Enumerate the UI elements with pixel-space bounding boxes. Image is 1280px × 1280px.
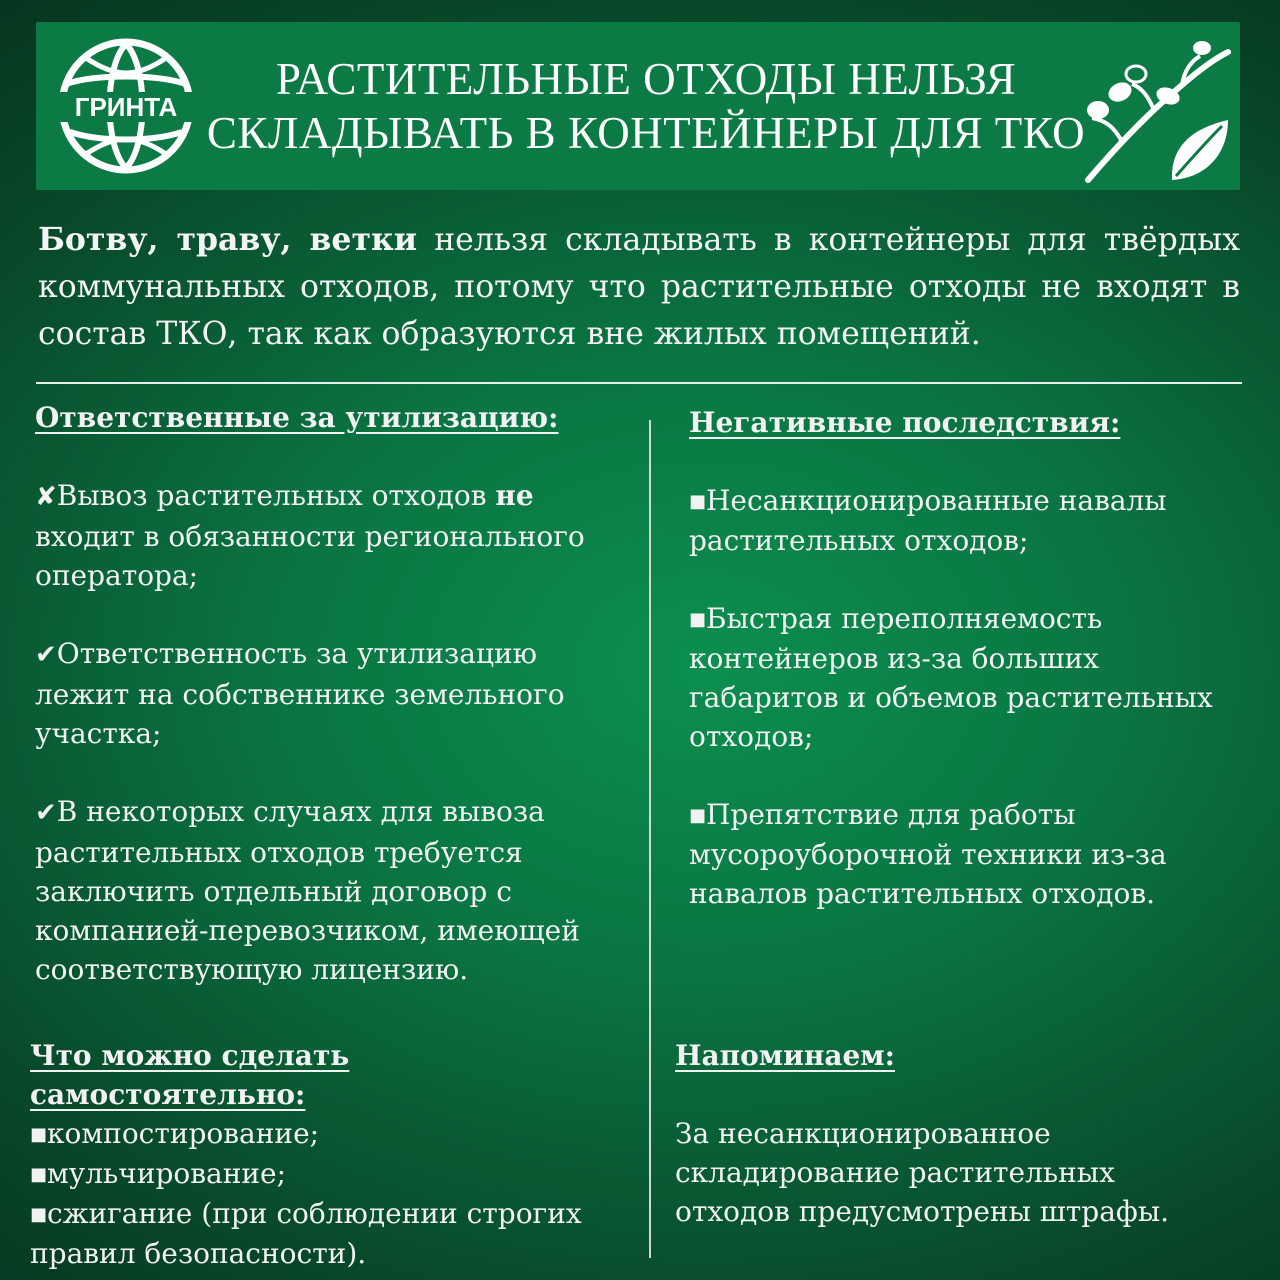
reminder-text: За несанкционированное складирование растительных отходов предусмотрены штрафы. [675,1117,1170,1228]
bullet-square-icon: ■ [689,805,707,826]
list-item: ■Препятствие для работы мусороуборочной техники из-за навалов растительных отходов. [689,798,1167,910]
leaf-branch-icon [1082,30,1232,190]
bullet-square-icon: ■ [30,1164,48,1185]
responsible-heading: Ответственные за утилизацию: [35,401,559,434]
bullet-square-icon: ■ [689,609,707,630]
list-item: ■сжигание (при соблюдении строгих правил безопасности). [30,1197,582,1270]
list-item: ✘Вывоз растительных отходов не входит в обязанности регионального оператора; [35,479,585,592]
cross-icon: ✘ [35,482,57,512]
list-item: ■Несанкционированные навалы растительных отходов; [689,484,1167,557]
check-icon: ✔ [35,640,57,670]
bullet-square-icon: ■ [689,491,707,512]
consequences-section [689,403,1234,913]
list-item: ✔Ответственность за утилизацию лежит на собственнике земельного участка; [35,637,565,750]
intro-paragraph [38,216,1240,358]
responsible-section [35,398,635,989]
header-banner [36,22,1240,190]
title-line-2: СКЛАДЫВАТЬ В КОНТЕЙНЕРЫ ДЛЯ ТКО [206,108,1086,158]
column-divider [649,420,651,1258]
list-item: ■мульчирование; [30,1157,287,1190]
bullet-square-icon: ■ [30,1204,48,1225]
self-help-heading: Что можно сделать самостоятельно: [30,1039,350,1111]
bullet-square-icon: ■ [30,1124,48,1145]
title-line-1: РАСТИТЕЛЬНЫЕ ОТХОДЫ НЕЛЬЗЯ [275,54,1017,104]
intro-bold: Ботву, траву, ветки [38,221,418,258]
reminder-heading: Напоминаем: [675,1039,895,1072]
logo-text: ГРИНТА [74,92,178,122]
reminder-section [675,1036,1215,1231]
intro-text: нельзя складывать в контейнеры для твёрдых коммунальных отходов, потому что растительные отходы не входят в состав ТКО, так как образуются вне жилых помещений. [38,222,1240,352]
grinta-logo [56,36,196,176]
check-icon: ✔ [35,798,57,828]
consequences-heading: Негативные последствия: [689,406,1121,439]
page-title [206,52,1086,160]
list-item: ✔В некоторых случаях для вывоза растительных отходов требуется заключить отдельный договор с компанией-перевозчиком, имеющей соответствующую лицензию. [35,795,580,986]
list-item: ■Быстрая переполняемость контейнеров из-за больших габаритов и объемов растительных отходов; [689,602,1213,753]
list-item: ■компостирование; [30,1117,320,1150]
self-help-section [30,1036,630,1273]
divider [36,382,1242,384]
